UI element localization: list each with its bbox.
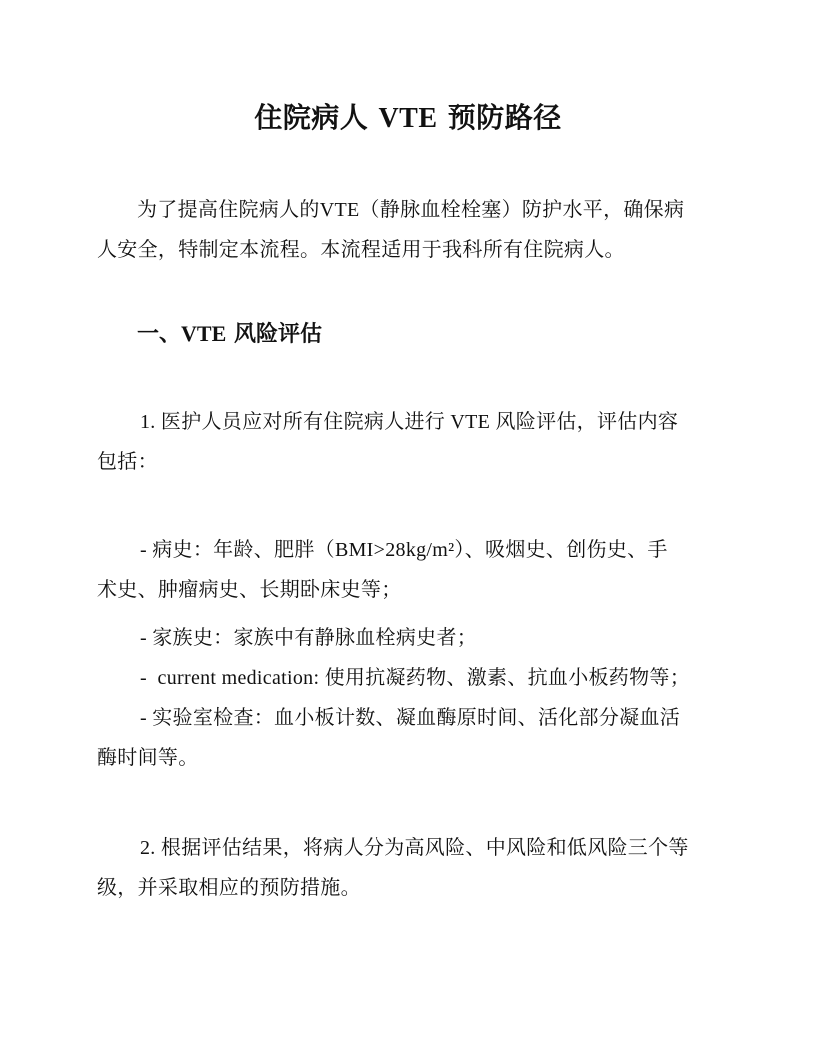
item-1-line-2: 包括： — [97, 451, 158, 473]
bullet-1-line-1: - 病史：年龄、肥胖（BMI>28kg/m²）、吸烟史、创伤史、手 — [140, 539, 668, 561]
intro-line-2: 人安全，特制定本流程。本流程适用于我科所有住院病人。 — [97, 239, 625, 261]
bullet-4-line-1: - 实验室检查：血小板计数、凝血酶原时间、活化部分凝血活 — [140, 707, 681, 729]
title-text-latin: VTE — [378, 103, 438, 134]
bullet-3-line-1: - current medication: 使用抗凝药物、激素、抗血小板药物等； — [140, 667, 691, 689]
bullet-medical-history — [97, 530, 719, 610]
title-text-cn-1: 住院病人 — [254, 101, 369, 134]
intro-paragraph — [97, 190, 719, 270]
title-text-cn-2: 预防路径 — [447, 101, 562, 134]
item-2-paragraph — [97, 828, 719, 908]
item-1-line-1: 1. 医护人员应对所有住院病人进行 VTE 风险评估，评估内容 — [140, 411, 679, 433]
bullet-2-line-1: - 家族史：家族中有静脉血栓病史者； — [140, 627, 478, 649]
item-2-line-2: 级，并采取相应的预防措施。 — [97, 877, 361, 899]
heading-prefix: 一、 — [137, 322, 182, 347]
heading-text: 风险评估 — [233, 322, 322, 347]
item-1-paragraph — [97, 402, 719, 482]
bullet-family-history — [97, 618, 719, 658]
intro-line-1: 为了提高住院病人的VTE（静脉血栓栓塞）防护水平，确保病 — [137, 199, 685, 221]
bullet-lab-tests — [97, 698, 719, 778]
bullet-4-line-2: 酶时间等。 — [97, 747, 199, 769]
bullet-current-medication — [97, 658, 719, 698]
heading-latin: VTE — [181, 321, 227, 346]
bullet-1-line-2: 术史、肿瘤病史、长期卧床史等； — [97, 579, 402, 601]
section-heading-risk-assessment — [137, 314, 322, 355]
document-title — [0, 98, 816, 139]
item-2-line-1: 2. 根据评估结果，将病人分为高风险、中风险和低风险三个等 — [140, 837, 689, 859]
